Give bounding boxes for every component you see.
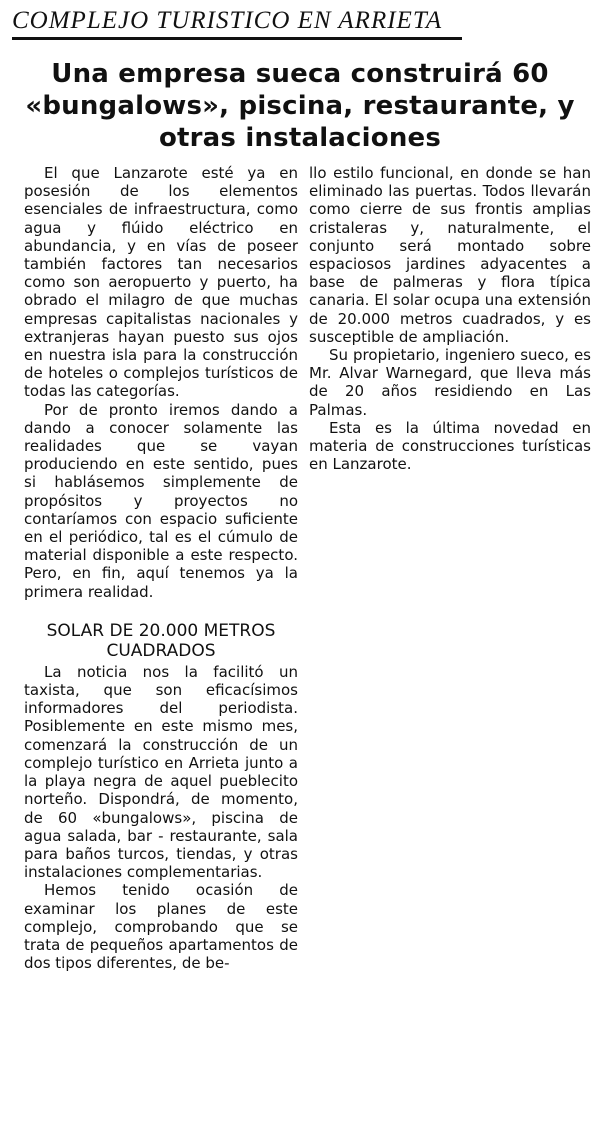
body-paragraph: Hemos tenido ocasión de examinar los planes de este complejo, comprobando que se trata de pequeños apartamentos de dos tipos diferentes, de be-: [24, 881, 298, 973]
left-column: [24, 164, 298, 972]
body-paragraph: Por de pronto iremos dando a dando a conocer solamente las realidades que se vayan produciendo en este sentido, pues si hablásemos simplemente de propósitos y proyectos no contaríamos con espacio suficiente en el periódico, tal es el cúmulo de material disponible a este respecto. Pero, en fin, aquí tenemos ya la primera realidad.: [24, 400, 298, 601]
right-column: [309, 164, 591, 473]
body-paragraph: La noticia nos la facilitó un taxista, que son eficacísimos informadores del periodista. Posiblemente en este mismo mes, comenzará la construcción de un complejo turístico en Arrieta junto a la playa negra de aquel pueblecito norteño. Dispondrá, de momento, de 60 «bungalows», piscina de agua salada, bar - restaurante, sala para baños turcos, tiendas, y otras instalaciones complementarias.: [24, 662, 298, 882]
article-headline: Una empresa sueca construirá 60 «bungalows», piscina, restaurante, y otras instalaciones: [25, 59, 575, 153]
section-kicker: COMPLEJO TURISTICO EN ARRIETA: [12, 7, 443, 34]
body-paragraph: El que Lanzarote esté ya en posesión de los elementos esenciales de infraestructura, como agua y flúido eléctrico en abundancia, y en vías de poseer también factores tan necesarios como son aeropuerto y puerto, ha obrado el milagro de que muchas empresas capitalistas nacionales y extranjeras hayan puesto sus ojos en nuestra isla para la construcción de hoteles o complejos turísticos de todas las categorías.: [24, 164, 298, 401]
subheading: SOLAR DE 20.000 METROS CUADRADOS: [46, 620, 276, 661]
body-paragraph: Su propietario, ingeniero sueco, es Mr. Alvar Warnegard, que lleva más de 20 años residiendo en Las Palmas.: [309, 346, 591, 419]
body-paragraph: llo estilo funcional, en donde se han eliminado las puertas. Todos llevarán como cierre de sus frontis amplias cristaleras y, naturalmente, el conjunto será montado sobre espaciosos jardines adyacentes a base de palmeras y flora típica canaria. El solar ocupa una extensión de 20.000 metros cuadrados, y es susceptible de ampliación.: [309, 164, 591, 346]
kicker-underline: [12, 37, 462, 40]
body-paragraph: Esta es la última novedad en materia de construcciones turísticas en Lanzarote.: [309, 418, 591, 474]
